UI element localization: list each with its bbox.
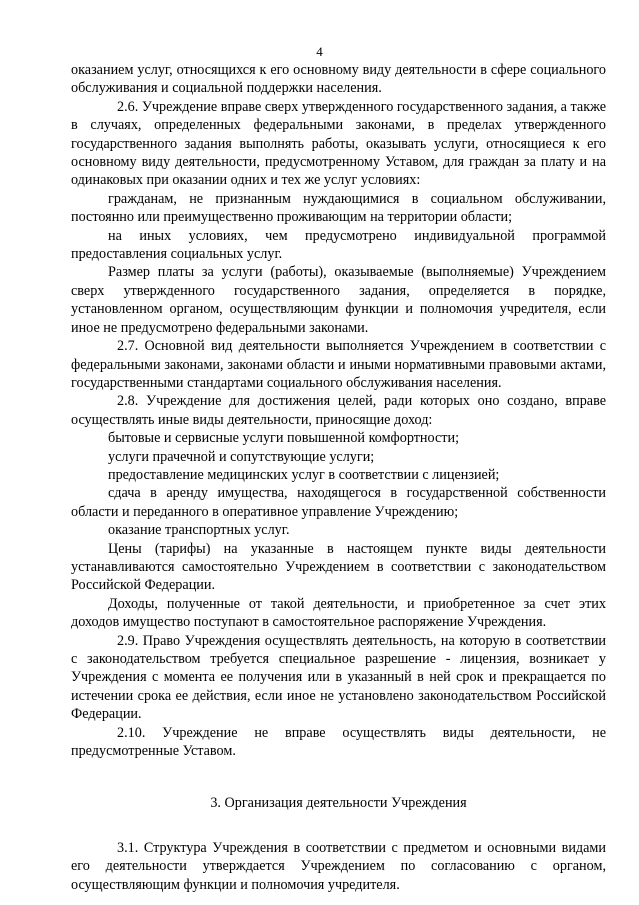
paragraph: Размер платы за услуги (работы), оказываемые (выполняемые) Учреждением сверх утвержденного государственного задания, определяется в порядке, установленном органом, осуществляющим функции и полномочия учредителя, если иное не предусмотрено федеральными законами. [71, 264, 606, 336]
list-item: гражданам, не признанным нуждающимися в социальном обслуживании, постоянно или преимущественно проживающим на территории области; [71, 190, 606, 226]
paragraph: Доходы, полученные от такой деятельности, и приобретенное за счет этих доходов имущество поступают в самостоятельное распоряжение Учреждения. [71, 595, 606, 631]
paragraph-2-8: 2.8. Учреждение для достижения целей, ради которых оно создано, вправе осуществлять иные виды деятельности, приносящие доход: [71, 393, 606, 428]
section-heading: 3. Организация деятельности Учреждения [210, 795, 467, 812]
paragraph-2-9: 2.9. Право Учреждения осуществлять деятельность, на которую в соответствии с законодательством требуется специальное разрешение - лицензия, возникает у Учреждения с момента ее получения или в указанный в ней срок и прекращается по истечении срока ее действия, если иное не установлено законодательством Российской Федерации. [71, 632, 606, 723]
list-item: на иных условиях, чем предусмотрено индивидуальной программой предоставления социальных услуг. [71, 227, 606, 263]
document-body [71, 61, 606, 894]
paragraph-2-10: 2.10. Учреждение не вправе осуществлять виды деятельности, не предусмотренные Уставом. [71, 724, 606, 760]
list-item: сдача в аренду имущества, находящегося в государственной собственности области и переданного в оперативное управление Учреждению; [71, 485, 606, 520]
list-item: предоставление медицинских услуг в соответствии с лицензией; [108, 466, 500, 483]
list-item: бытовые и сервисные услуги повышенной комфортности; [108, 430, 460, 447]
paragraph: оказанием услуг, относящихся к его основному виду деятельности в сфере социального обслуживания и социальной поддержки населения. [71, 62, 606, 97]
paragraph: Цены (тарифы) на указанные в настоящем пункте виды деятельности устанавливаются самостоятельно Учреждением в соответствии с законодательством Российской Федерации. [71, 540, 606, 594]
list-item: услуги прачечной и сопутствующие услуги; [108, 448, 375, 465]
paragraph-2-6: 2.6. Учреждение вправе сверх утвержденного государственного задания, а также в случаях, определенных федеральными законами, в пределах утвержденного государственного задания выполнять работы, оказывать услуги, относящиеся к его основному виду деятельности, предусмотренному Уставом, для граждан за плату и на одинаковых при оказании одних и тех же услуг условиях: [71, 98, 607, 189]
list-item: оказание транспортных услуг. [108, 522, 290, 539]
paragraph-3-1: 3.1. Структура Учреждения в соответствии с предметом и основными видами его деятельности утверждается Учреждением по согласованию с органом, осуществляющим функции и полномочия учредителя. [71, 839, 606, 893]
paragraph-2-7: 2.7. Основной вид деятельности выполняется Учреждением в соответствии с федеральными законами, законами области и иными нормативными правовыми актами, государственными стандартами социального обслуживания населения. [71, 338, 606, 391]
page-number: 4 [316, 44, 323, 59]
